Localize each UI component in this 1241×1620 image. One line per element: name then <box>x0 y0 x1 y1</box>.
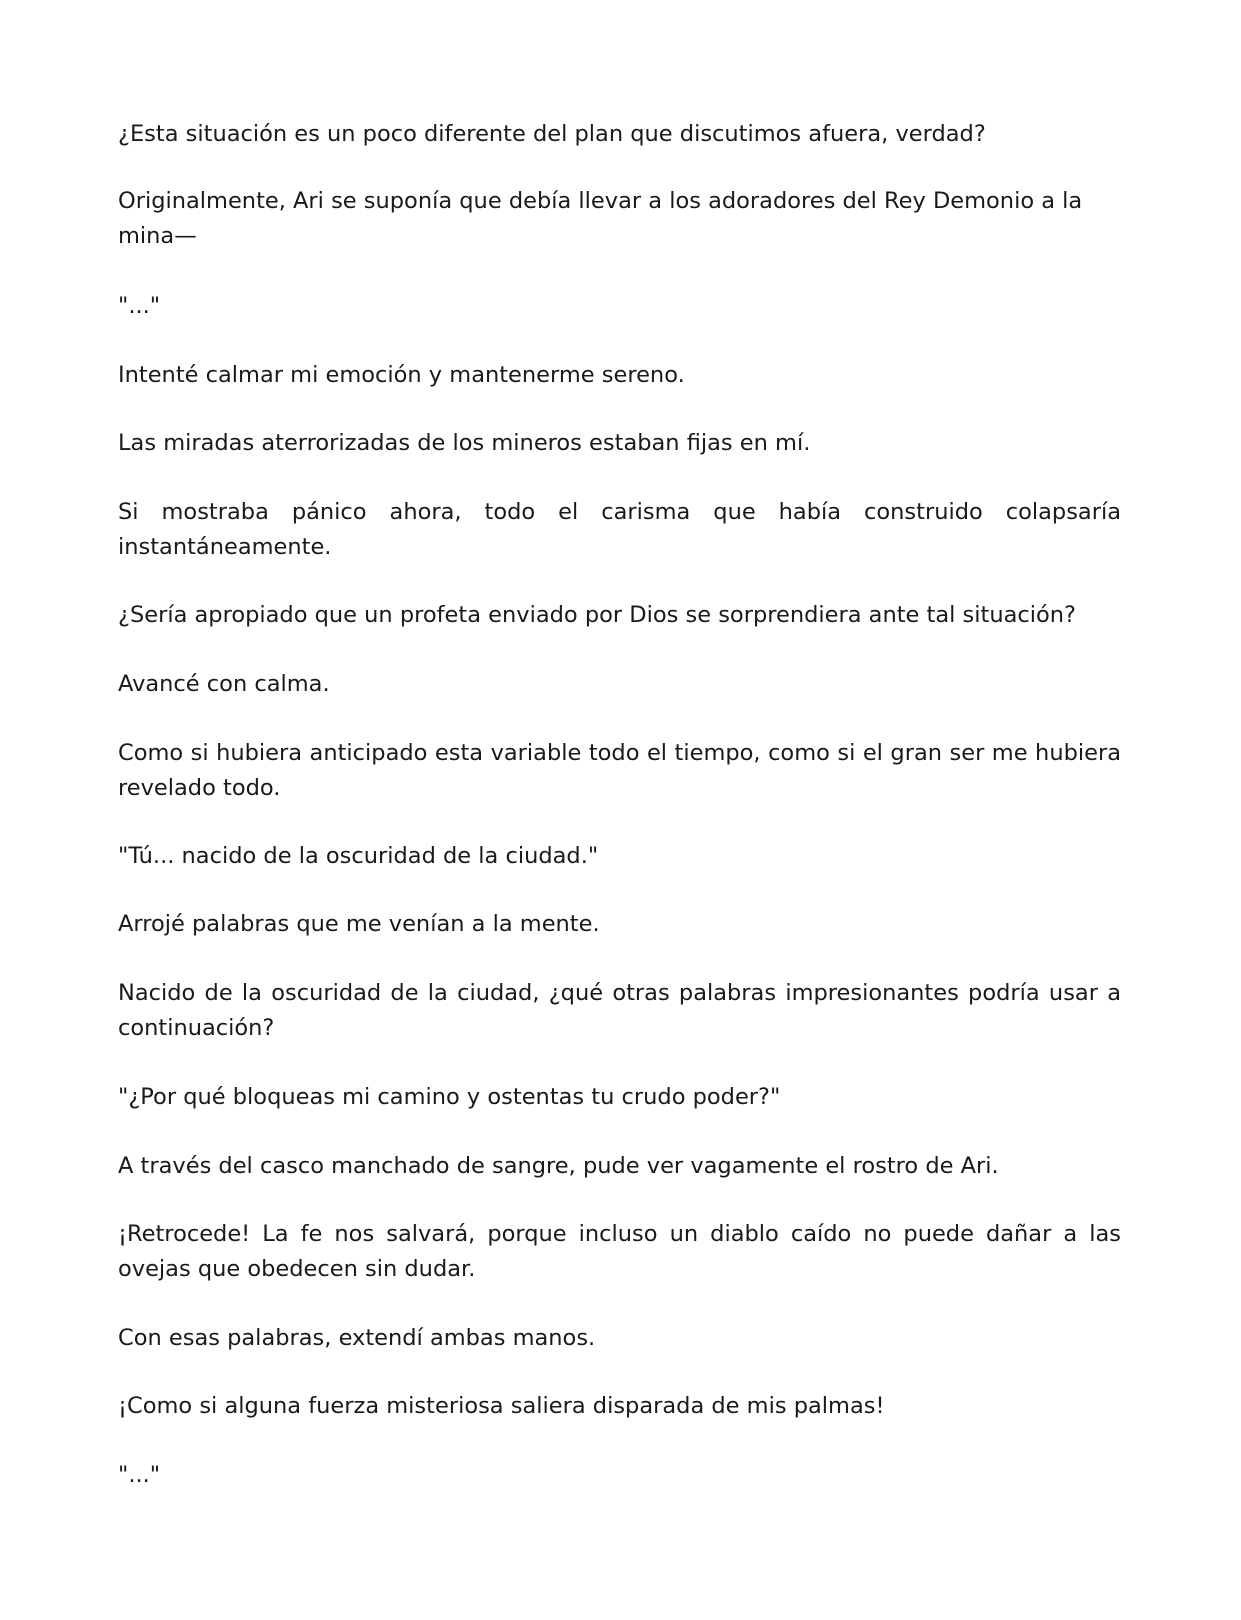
paragraph-17: ¡Como si alguna fuerza misteriosa saliera disparada de mis palmas! <box>118 1393 885 1419</box>
paragraph-3: "..." <box>118 293 161 319</box>
paragraph-6: Si mostraba pánico ahora, todo el carisma que había construido colapsaría instantáneamente. <box>118 499 1121 560</box>
paragraph-11: Arrojé palabras que me venían a la mente. <box>118 911 600 937</box>
paragraph-5: Las miradas aterrorizadas de los mineros estaban fijas en mí. <box>118 430 811 456</box>
paragraph-10: "Tú... nacido de la oscuridad de la ciudad." <box>118 843 599 869</box>
paragraph-8: Avancé con calma. <box>118 671 330 697</box>
paragraph-13: "¿Por qué bloqueas mi camino y ostentas tu crudo poder?" <box>118 1084 781 1110</box>
paragraph-9: Como si hubiera anticipado esta variable todo el tiempo, como si el gran ser me hubiera revelado todo. <box>118 740 1121 801</box>
paragraph-12: Nacido de la oscuridad de la ciudad, ¿qué otras palabras impresionantes podría usar a continuación? <box>118 980 1121 1041</box>
paragraph-4: Intenté calmar mi emoción y mantenerme sereno. <box>118 362 685 388</box>
paragraph-18: "..." <box>118 1462 161 1488</box>
paragraph-14: A través del casco manchado de sangre, pude ver vagamente el rostro de Ari. <box>118 1153 999 1179</box>
paragraph-1: ¿Esta situación es un poco diferente del plan que discutimos afuera, verdad? <box>118 121 986 147</box>
paragraph-15: ¡Retrocede! La fe nos salvará, porque incluso un diablo caído no puede dañar a las ovejas que obedecen sin dudar. <box>118 1221 1121 1282</box>
paragraph-7: ¿Sería apropiado que un profeta enviado por Dios se sorprendiera ante tal situación? <box>118 602 1076 628</box>
paragraph-2: Originalmente, Ari se suponía que debía llevar a los adoradores del Rey Demonio a la mina— <box>118 188 1083 249</box>
paragraph-16: Con esas palabras, extendí ambas manos. <box>118 1325 596 1351</box>
